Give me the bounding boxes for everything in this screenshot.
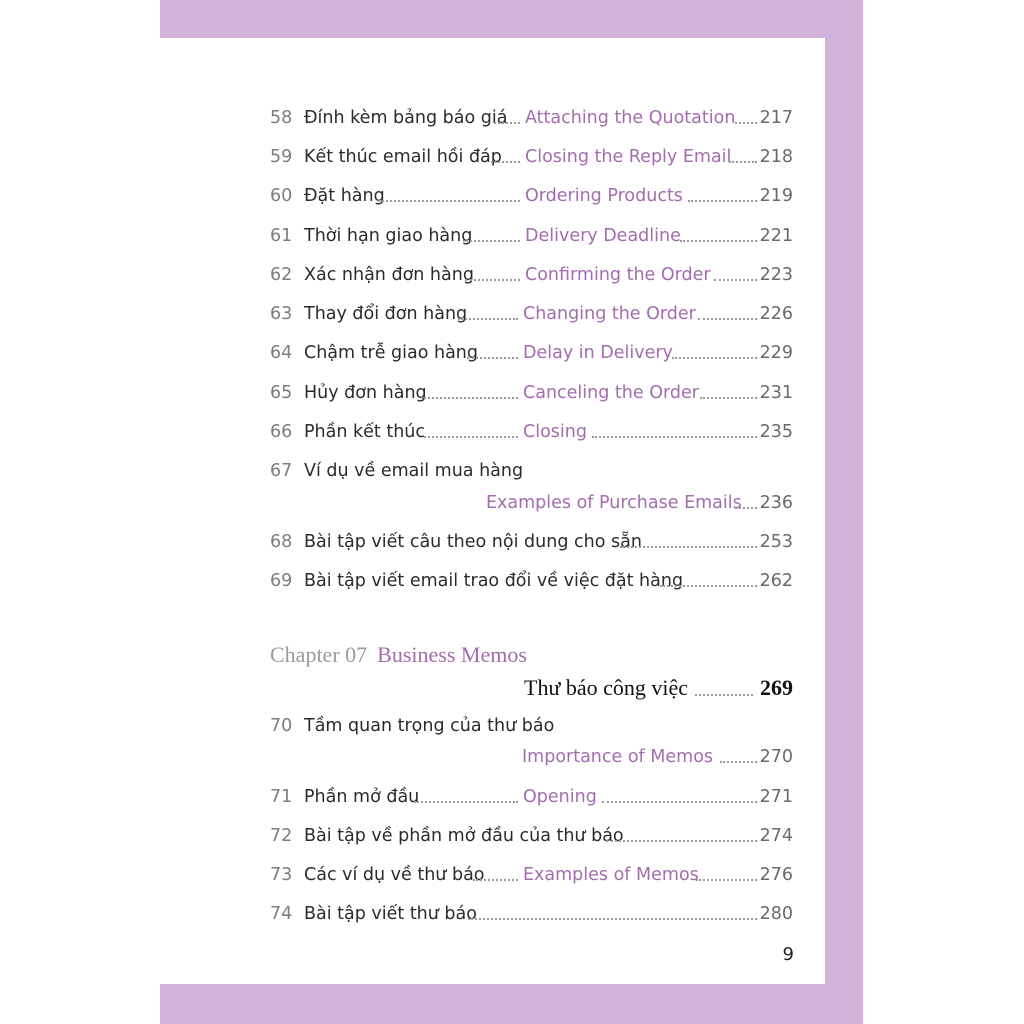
- entry-title-en: Confirming the Order: [525, 265, 711, 285]
- leader-dots: [720, 761, 757, 763]
- entry-number: 67: [270, 461, 293, 481]
- leader-dots: [414, 801, 518, 803]
- entry-number: 74: [270, 904, 293, 924]
- toc-entry-64: [270, 338, 793, 368]
- entry-page: 280: [759, 904, 793, 924]
- leader-dots: [698, 318, 757, 320]
- entry-page: 253: [759, 532, 793, 552]
- leader-dots: [620, 546, 757, 548]
- toc-entry-73: [270, 860, 793, 890]
- entry-title-vi: Hủy đơn hàng: [304, 383, 427, 403]
- leader-dots: [714, 279, 757, 281]
- entry-title-vi: Phần kết thúc: [304, 422, 426, 442]
- entry-title-vi: Các ví dụ về thư báo: [304, 865, 485, 885]
- toc-entry-62: [270, 260, 793, 290]
- toc-entry-63: [270, 299, 793, 329]
- entry-page: 219: [759, 186, 793, 206]
- entry-title-en: Changing the Order: [523, 304, 696, 324]
- leader-dots: [700, 397, 757, 399]
- entry-number: 58: [270, 108, 293, 128]
- leader-dots: [660, 585, 757, 587]
- entry-page: 236: [759, 493, 793, 513]
- chapter-label: Chapter 07: [270, 642, 368, 667]
- entry-title-en: Closing the Reply Email: [525, 147, 732, 167]
- entry-title-en: Opening: [523, 787, 597, 807]
- entry-title-en: Ordering Products: [525, 186, 683, 206]
- toc-entry-67: [270, 456, 793, 486]
- toc-entry-74: [270, 899, 793, 929]
- leader-dots: [695, 694, 753, 696]
- entry-page: 223: [759, 265, 793, 285]
- entry-title-vi: Thời hạn giao hàng: [304, 226, 473, 246]
- entry-title-vi: Tầm quan trọng của thư báo: [304, 716, 555, 736]
- toc-entry-60: [270, 181, 793, 211]
- leader-dots: [680, 240, 757, 242]
- entry-number: 66: [270, 422, 293, 442]
- leader-dots: [473, 879, 518, 881]
- entry-number: 70: [270, 716, 293, 736]
- toc-entry-68: [270, 527, 793, 557]
- leader-dots: [424, 436, 518, 438]
- toc-entry-66: [270, 417, 793, 447]
- chapter-title-vi: Thư báo công việc: [524, 675, 689, 700]
- entry-number: 64: [270, 343, 293, 363]
- chapter-page: 269: [760, 675, 793, 700]
- chapter-heading: [270, 639, 527, 671]
- toc-entry-72: [270, 821, 793, 851]
- leader-dots: [735, 122, 757, 124]
- entry-page: 262: [759, 571, 793, 591]
- toc-entry-67-continued: [270, 488, 793, 518]
- entry-title-en: Examples of Memos: [523, 865, 699, 885]
- entry-number: 60: [270, 186, 293, 206]
- entry-title-vi: Ví dụ về email mua hàng: [304, 461, 524, 481]
- page-number: 9: [782, 944, 794, 965]
- leader-dots: [465, 279, 520, 281]
- leader-dots: [458, 318, 518, 320]
- toc-entry-70: [270, 711, 793, 741]
- entry-title-vi: Đính kèm bảng báo giá: [304, 108, 508, 128]
- entry-page: 271: [759, 787, 793, 807]
- leader-dots: [729, 161, 757, 163]
- toc-entry-58: [270, 103, 793, 133]
- entry-title-vi: Bài tập viết thư báo: [304, 904, 477, 924]
- leader-dots: [735, 507, 757, 509]
- entry-title-vi: Chậm trễ giao hàng: [304, 343, 479, 363]
- toc-entry-61: [270, 221, 793, 251]
- entry-page: 229: [759, 343, 793, 363]
- entry-page: 221: [759, 226, 793, 246]
- entry-page: 218: [759, 147, 793, 167]
- chapter-subtitle-row: [270, 672, 793, 704]
- leader-dots: [491, 161, 520, 163]
- entry-number: 61: [270, 226, 293, 246]
- entry-number: 71: [270, 787, 293, 807]
- entry-title-en: Importance of Memos: [522, 747, 714, 767]
- entry-title-en: Delay in Delivery: [523, 343, 673, 363]
- leader-dots: [688, 200, 757, 202]
- entry-number: 73: [270, 865, 293, 885]
- entry-number: 62: [270, 265, 293, 285]
- leader-dots: [592, 436, 757, 438]
- entry-title-vi: Bài tập về phần mở đầu của thư báo: [304, 826, 624, 846]
- entry-page: 235: [759, 422, 793, 442]
- leader-dots: [672, 357, 757, 359]
- entry-title-vi: Kết thúc email hồi đáp: [304, 147, 502, 167]
- entry-page: 274: [759, 826, 793, 846]
- toc-entry-65: [270, 378, 793, 408]
- toc-entry-59: [270, 142, 793, 172]
- leader-dots: [421, 397, 518, 399]
- leader-dots: [696, 879, 757, 881]
- leader-dots: [602, 801, 757, 803]
- entry-number: 63: [270, 304, 293, 324]
- entry-number: 72: [270, 826, 293, 846]
- entry-page: 231: [759, 383, 793, 403]
- toc-entry-69: [270, 566, 793, 596]
- leader-dots: [463, 240, 520, 242]
- entry-title-vi: Bài tập viết email trao đổi về việc đặt hàng: [304, 571, 684, 591]
- entry-page: 226: [759, 304, 793, 324]
- entry-title-en: Delivery Deadline: [525, 226, 681, 246]
- leader-dots: [494, 122, 520, 124]
- entry-title-vi: Phần mở đầu: [304, 787, 420, 807]
- entry-page: 217: [759, 108, 793, 128]
- entry-number: 65: [270, 383, 293, 403]
- entry-title-vi: Đặt hàng: [304, 186, 385, 206]
- entry-title-vi: Bài tập viết câu theo nội dung cho sẵn: [304, 532, 642, 552]
- entry-number: 59: [270, 147, 293, 167]
- entry-page: 276: [759, 865, 793, 885]
- leader-dots: [378, 200, 520, 202]
- entry-title-en: Closing: [523, 422, 587, 442]
- entry-page: 270: [759, 747, 793, 767]
- entry-title-vi: Xác nhận đơn hàng: [304, 265, 474, 285]
- toc-entry-71: [270, 782, 793, 812]
- leader-dots: [468, 918, 757, 920]
- entry-title-vi: Thay đổi đơn hàng: [304, 304, 468, 324]
- leader-dots: [606, 840, 757, 842]
- entry-title-en: Canceling the Order: [523, 383, 699, 403]
- entry-number: 69: [270, 571, 293, 591]
- chapter-title: Business Memos: [377, 642, 527, 667]
- toc-entry-70-continued: [270, 742, 793, 772]
- entry-number: 68: [270, 532, 293, 552]
- entry-title-en: Examples of Purchase Emails: [486, 493, 742, 513]
- entry-title-en: Attaching the Quotation: [525, 108, 736, 128]
- leader-dots: [467, 357, 518, 359]
